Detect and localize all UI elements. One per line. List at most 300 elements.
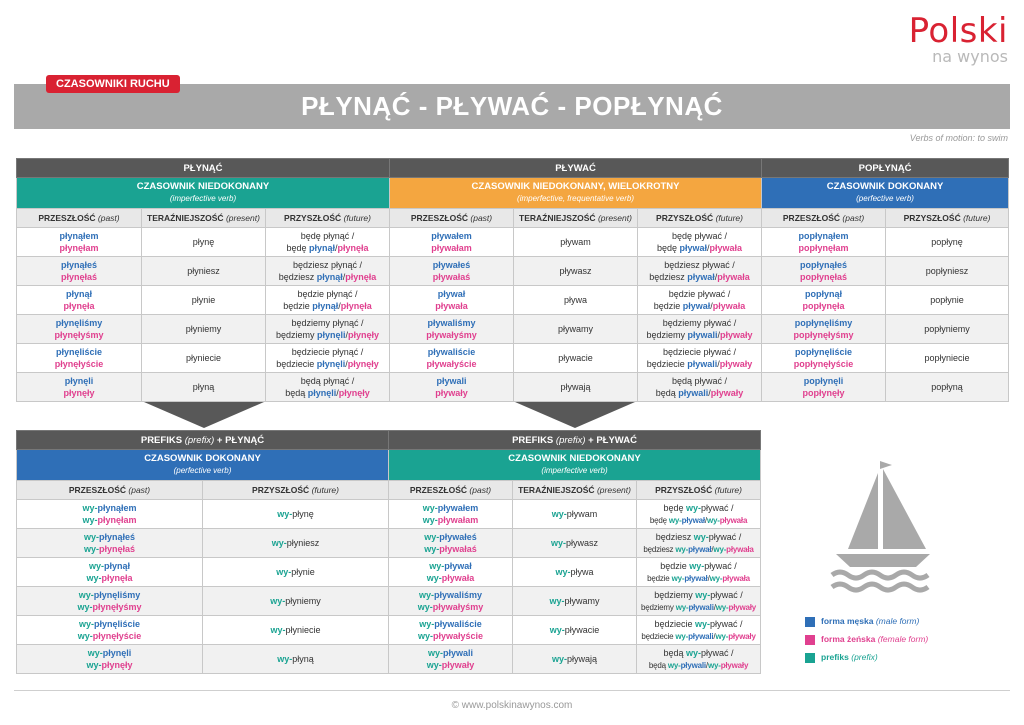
future-form: płynę [292, 509, 314, 519]
col-header-future: PRZYSZŁOŚĆ (future) [638, 209, 762, 228]
female-form: pływała [441, 573, 475, 583]
male-form: pływali [443, 648, 474, 658]
future-form: płyną [292, 654, 314, 664]
female-form: popłynęłyśmy [793, 330, 854, 340]
present-form: pływam [560, 237, 591, 247]
prefix: wy- [77, 631, 93, 641]
aspect-header-perfective [762, 178, 1009, 209]
table-row [17, 558, 761, 587]
male-form: pływali [436, 376, 467, 386]
male-form: płynęliśmy [55, 318, 103, 328]
conjugation-table-prefix [16, 430, 761, 674]
cell-future: będziesz płynąć / będziesz płynął/płynęła [266, 257, 390, 286]
female-form: płynęła [101, 573, 133, 583]
male-form: płynęli [316, 330, 346, 340]
prefix: wy- [424, 532, 440, 542]
future-aux: będziemy [654, 589, 693, 600]
present-form: płynie [191, 295, 216, 305]
female-form: popłynęłam [798, 243, 849, 253]
future-aux: będzie [647, 573, 672, 583]
aspect-header-frequentative [390, 178, 762, 209]
female-form: popłynęłaś [800, 272, 848, 282]
male-form: pływał [682, 301, 711, 311]
prefix: wy- [276, 567, 292, 577]
present-form: pływam [566, 509, 598, 519]
cell-present [142, 257, 266, 286]
prefix: wy- [675, 544, 689, 554]
cell-past [762, 257, 886, 286]
future-form: popłyniemy [924, 324, 970, 334]
male-form: pływaliście [434, 619, 482, 629]
group-header-prefix-plywac: PREFIKS (prefix) + PŁYWAĆ [389, 431, 761, 450]
cell-present [513, 645, 637, 674]
prefix: wy- [715, 631, 729, 641]
cell-present [513, 616, 637, 645]
male-form: popłynął [805, 289, 843, 299]
legend-label: forma żeńska [821, 634, 876, 644]
present-form: płyną [192, 382, 215, 392]
future-form: będą płynąć / [300, 376, 355, 386]
conjugation-table-main [16, 158, 1009, 402]
present-form: płyniemy [185, 324, 222, 334]
aspect-header-imperfective: CZASOWNIK NIEDOKONANY (imperfective verb) [389, 450, 761, 481]
future-form: płynie [291, 567, 315, 577]
prefix: wy- [270, 596, 286, 606]
male-form: pływał [437, 289, 466, 299]
future-form: będziecie pływać / [662, 347, 737, 357]
female-form: popłynęły [802, 388, 845, 398]
cell-present [513, 529, 637, 558]
female-form: pływały [710, 388, 744, 398]
cell-present [514, 315, 638, 344]
cell-future [203, 500, 389, 529]
prefix: wy- [551, 509, 567, 519]
cell-past [762, 286, 886, 315]
prefix: wy- [686, 502, 702, 513]
cell-future: będziecie płynąć / będziecie płynęli/płynęły [266, 344, 390, 373]
legend-item [805, 634, 928, 645]
future-form: pływać / [701, 502, 734, 513]
male-form: pływali [687, 330, 718, 340]
cell-future: będzie płynąć / będzie płynął/płynęła [266, 286, 390, 315]
male-form: pływaliście [427, 347, 476, 357]
prefix: wy- [83, 532, 99, 542]
female-form: płynęły [347, 359, 379, 369]
prefix: wy- [83, 544, 99, 554]
prefix: wy- [695, 618, 711, 629]
cell-past [390, 228, 514, 257]
future-aux: będą [663, 647, 684, 658]
prefix: wy- [422, 503, 438, 513]
cell-past [17, 587, 203, 616]
female-form: pływała [435, 301, 468, 311]
female-form: pływałyście [426, 359, 477, 369]
prefix: wy- [686, 647, 702, 658]
female-form: pływałaś [432, 272, 471, 282]
prefix: wy- [82, 503, 98, 513]
male-form: pływałem [437, 503, 479, 513]
future-form: popłyniecie [924, 353, 970, 363]
table-row [17, 344, 1009, 373]
male-form: pływali [680, 660, 706, 670]
male-form: popłynęliście [795, 347, 853, 357]
male-form: pływali [688, 602, 714, 612]
prefix: wy- [668, 515, 682, 525]
cell-present [514, 373, 638, 402]
male-form: pływał [687, 272, 715, 282]
prefix: wy- [277, 509, 293, 519]
col-header-past: PRZESZŁOŚĆ (past) [389, 481, 513, 500]
cell-past [17, 558, 203, 587]
prefix: wy- [667, 660, 681, 670]
male-form: płynęliście [55, 347, 103, 357]
table-body [17, 500, 761, 674]
female-form: pływały [728, 631, 756, 641]
male-form: pływał [688, 544, 712, 554]
legend-translation: (male form) [875, 616, 920, 626]
future-form: popłynę [931, 237, 963, 247]
cell-past [762, 315, 886, 344]
female-form: płynęłam [59, 243, 99, 253]
female-form: płynęła [345, 272, 377, 282]
male-form: pływaliśmy [434, 590, 483, 600]
present-form: pływasz [559, 266, 592, 276]
prefix: wy- [713, 544, 727, 554]
prefix: wy- [675, 631, 689, 641]
cell-past [762, 344, 886, 373]
female-form: płynęły [338, 388, 370, 398]
female-form: pływałaś [439, 544, 477, 554]
female-form: płynęły [101, 660, 133, 670]
cell-future: będę pływać / będę pływał/pływała [638, 228, 762, 257]
prefix: wy- [77, 602, 93, 612]
female-form: płynęła [340, 301, 372, 311]
female-form: pływały [728, 602, 757, 612]
prefix: wy- [78, 590, 94, 600]
male-form: płynąłeś [98, 532, 136, 542]
cell-past [389, 616, 513, 645]
prefix: wy- [88, 561, 104, 571]
legend-item [805, 616, 919, 627]
female-form: płynęła [63, 301, 95, 311]
cell-past [17, 500, 203, 529]
cell-past [389, 558, 513, 587]
cell-future [203, 529, 389, 558]
female-form: popłynęła [802, 301, 845, 311]
future-form: pływać / [708, 531, 742, 542]
footer-divider [14, 690, 1010, 691]
cell-past [389, 645, 513, 674]
cell-present [513, 558, 637, 587]
female-form: pływała [722, 573, 750, 583]
present-form: pływają [567, 654, 598, 664]
prefix: wy- [417, 602, 433, 612]
arrow-down-icon [144, 402, 264, 428]
cell-past [17, 257, 142, 286]
prefix: wy- [675, 602, 689, 612]
legend-swatch [805, 617, 815, 627]
cell-future: będą płynąć / będą płynęli/płynęły [266, 373, 390, 402]
prefix: wy- [693, 531, 709, 542]
cell-future: będziecie wy-pływać / będziecie wy-pływali/wy-pływały [637, 616, 761, 645]
col-header-present: TERAŹNIEJSZOŚĆ (present) [142, 209, 266, 228]
future-aux: będą [285, 388, 308, 398]
prefix: wy- [426, 573, 442, 583]
future-aux: będę [286, 243, 309, 253]
future-form: popłynie [930, 295, 964, 305]
male-form: pływaliśmy [427, 318, 476, 328]
cell-past [762, 373, 886, 402]
prefix: wy- [422, 515, 438, 525]
cell-future: będą pływać / będą pływali/pływały [638, 373, 762, 402]
male-form: płynąłem [97, 503, 137, 513]
future-aux: będę [663, 502, 684, 513]
cell-future [886, 373, 1009, 402]
male-form: popłynąłeś [800, 260, 848, 270]
col-header-present: TERAŹNIEJSZOŚĆ (present) [513, 481, 637, 500]
prefix: wy- [87, 648, 103, 658]
cell-past [17, 529, 203, 558]
male-form: płynąłeś [60, 260, 98, 270]
female-form: pływała [712, 301, 746, 311]
prefix: wy- [428, 648, 444, 658]
col-header-future: PRZYSZŁOŚĆ (future) [637, 481, 761, 500]
legend-swatch [805, 635, 815, 645]
cell-present [514, 286, 638, 315]
female-form: płynęłyśmy [54, 330, 104, 340]
prefix: wy- [86, 573, 102, 583]
future-aux: będziecie [276, 359, 317, 369]
future-aux: będziesz [649, 272, 688, 282]
cell-past [17, 286, 142, 315]
cell-present [514, 344, 638, 373]
cell-future: będę płynąć / będę płynął/płynęła [266, 228, 390, 257]
aspect-header-perfective: CZASOWNIK DOKONANY (perfective verb) [17, 450, 389, 481]
cell-future: będzie pływać / będzie pływał/pływała [638, 286, 762, 315]
female-form: pływała [719, 515, 748, 525]
future-form: płyniecie [285, 625, 321, 635]
male-form: pływali [678, 388, 709, 398]
cell-future: będą wy-pływać / będą wy-pływali/wy-pływały [637, 645, 761, 674]
group-header-prefix-plynac: PREFIKS (prefix) + PŁYNĄĆ [17, 431, 389, 450]
present-form: pływasz [566, 538, 599, 548]
col-header-future: PRZYSZŁOŚĆ (future) [266, 209, 390, 228]
male-form: pływałeś [432, 260, 471, 270]
female-form: pływały [720, 660, 749, 670]
group-header-plywac: PŁYWAĆ [390, 159, 762, 178]
prefix: wy- [270, 625, 286, 635]
cell-future: będziesz wy-pływać / będziesz wy-pływał/wy-pływała [637, 529, 761, 558]
future-form: będziecie płynąć / [291, 347, 364, 357]
cell-past [17, 344, 142, 373]
cell-future: będzie wy-pływać / będzie wy-pływał/wy-pływała [637, 558, 761, 587]
present-form: płynę [192, 237, 215, 247]
prefix: wy- [82, 515, 98, 525]
prefix: wy- [549, 596, 565, 606]
cell-future [203, 587, 389, 616]
table-row [17, 616, 761, 645]
present-form: pływacie [558, 353, 593, 363]
cell-future [203, 558, 389, 587]
female-form: pływały [435, 388, 468, 398]
legend-label: forma męska [821, 616, 874, 626]
present-form: pływacie [564, 625, 600, 635]
cell-present [142, 315, 266, 344]
cell-present [514, 228, 638, 257]
future-aux: będziesz [655, 531, 692, 542]
cell-past [389, 500, 513, 529]
col-header-past: PRZESZŁOŚĆ (past) [762, 209, 886, 228]
future-aux: będą [655, 388, 679, 398]
male-form: pływali [687, 359, 718, 369]
table-row [17, 645, 761, 674]
female-form: pływałam [431, 243, 472, 253]
legend-swatch [805, 653, 815, 663]
prefix: wy- [695, 589, 711, 600]
cell-present [514, 257, 638, 286]
female-form: płynęłaś [98, 544, 136, 554]
male-form: płynęli [102, 648, 132, 658]
future-aux: będą [648, 660, 668, 670]
cell-future: będziemy wy-pływać / będziemy wy-pływali/wy-pływały [637, 587, 761, 616]
female-form: płynęłyśmy [92, 602, 142, 612]
future-aux: będziemy [646, 330, 688, 340]
cell-future: będę wy-pływać / będę wy-pływał/wy-pływała [637, 500, 761, 529]
future-form: będzie pływać / [668, 289, 731, 299]
future-form: będę pływać / [671, 231, 728, 241]
present-form: płyniecie [185, 353, 222, 363]
prefix: wy- [419, 619, 435, 629]
male-form: płynęli [64, 376, 94, 386]
aspect-label: CZASOWNIK DOKONANY [826, 181, 944, 192]
cell-past [17, 373, 142, 402]
legend-translation: (female form) [877, 634, 929, 644]
group-header-plynac: PŁYNĄĆ [17, 159, 390, 178]
table-body [17, 228, 1009, 402]
female-form: pływały [720, 330, 753, 340]
cell-present [142, 344, 266, 373]
cell-future [886, 257, 1009, 286]
future-form: popłyniesz [925, 266, 969, 276]
prefix: wy- [417, 631, 433, 641]
present-form: pływamy [557, 324, 593, 334]
prefix: wy- [418, 590, 434, 600]
present-form: pływa [570, 567, 594, 577]
female-form: pływałyśmy [432, 602, 484, 612]
female-form: pływała [726, 544, 754, 554]
prefix: wy- [555, 567, 571, 577]
male-form: pływałeś [439, 532, 477, 542]
male-form: płynął [316, 272, 343, 282]
table-row [17, 286, 1009, 315]
cell-present [142, 373, 266, 402]
cell-future: będziesz pływać / będziesz pływał/pływała [638, 257, 762, 286]
cell-future [203, 645, 389, 674]
cell-future [886, 344, 1009, 373]
logo-name: Polski [908, 11, 1008, 51]
cell-future [886, 228, 1009, 257]
female-form: płynęła [337, 243, 369, 253]
cell-past [762, 228, 886, 257]
table-row [17, 587, 761, 616]
brand-logo [909, 12, 1008, 66]
prefix: wy- [271, 538, 287, 548]
table-row [17, 373, 1009, 402]
prefix: wy- [277, 654, 293, 664]
male-form: płynął [308, 243, 335, 253]
male-form: płynął [104, 561, 131, 571]
female-form: płynęły [348, 330, 380, 340]
male-form: popłynęliśmy [794, 318, 853, 328]
future-aux: będzie [660, 560, 687, 571]
cell-present [142, 286, 266, 315]
female-form: pływała [717, 272, 750, 282]
aspect-sublabel: (imperfective verb) [169, 194, 237, 203]
future-form: płyniesz [286, 538, 320, 548]
logo-subtitle: na wynos [932, 47, 1008, 66]
future-aux: będziecie [641, 631, 676, 641]
cell-past [390, 286, 514, 315]
male-form: płynęli [316, 359, 346, 369]
male-form: pływał [681, 515, 705, 525]
prefix: wy- [709, 573, 723, 583]
future-form: pływać / [701, 647, 734, 658]
prefix: wy- [426, 660, 442, 670]
future-aux: będzie [283, 301, 313, 311]
future-form: będzie płynąć / [297, 289, 358, 299]
cell-past [17, 645, 203, 674]
future-aux: będziemy [275, 330, 317, 340]
table-row [17, 315, 1009, 344]
present-form: płyniesz [187, 266, 220, 276]
cell-past [390, 344, 514, 373]
col-header-past: PRZESZŁOŚĆ (past) [17, 209, 142, 228]
cell-present [513, 587, 637, 616]
future-form: pływać / [704, 560, 737, 571]
cell-future: będziemy pływać / będziemy pływali/pływały [638, 315, 762, 344]
cell-present [142, 228, 266, 257]
future-form: będę płynąć / [300, 231, 355, 241]
aspect-sublabel: (perfective verb) [856, 194, 914, 203]
prefix: wy- [86, 660, 102, 670]
prefix: wy- [429, 561, 445, 571]
male-form: płynęli [307, 388, 337, 398]
cell-past [389, 587, 513, 616]
aspect-label: CZASOWNIK NIEDOKONANY [136, 181, 270, 192]
cell-past [390, 257, 514, 286]
prefix: wy- [78, 619, 94, 629]
cell-past [17, 616, 203, 645]
female-form: płynęłyście [92, 631, 142, 641]
future-form: popłyną [931, 382, 963, 392]
future-form: będziesz pływać / [664, 260, 735, 270]
future-aux: będziesz [278, 272, 317, 282]
table-row [17, 529, 761, 558]
male-form: płynęliście [93, 619, 141, 629]
female-form: pływały [441, 660, 475, 670]
present-form: pływa [563, 295, 587, 305]
female-form: płynęłyście [54, 359, 104, 369]
cell-past [390, 373, 514, 402]
female-form: popłynęłyście [793, 359, 854, 369]
cell-future: będziemy płynąć / będziemy płynęli/płynęły [266, 315, 390, 344]
future-aux: będziecie [646, 359, 688, 369]
female-form: pływałyśmy [426, 330, 477, 340]
cell-future [203, 616, 389, 645]
aspect-header-imperfective [17, 178, 390, 209]
table-row [17, 257, 1009, 286]
table-row [17, 500, 761, 529]
